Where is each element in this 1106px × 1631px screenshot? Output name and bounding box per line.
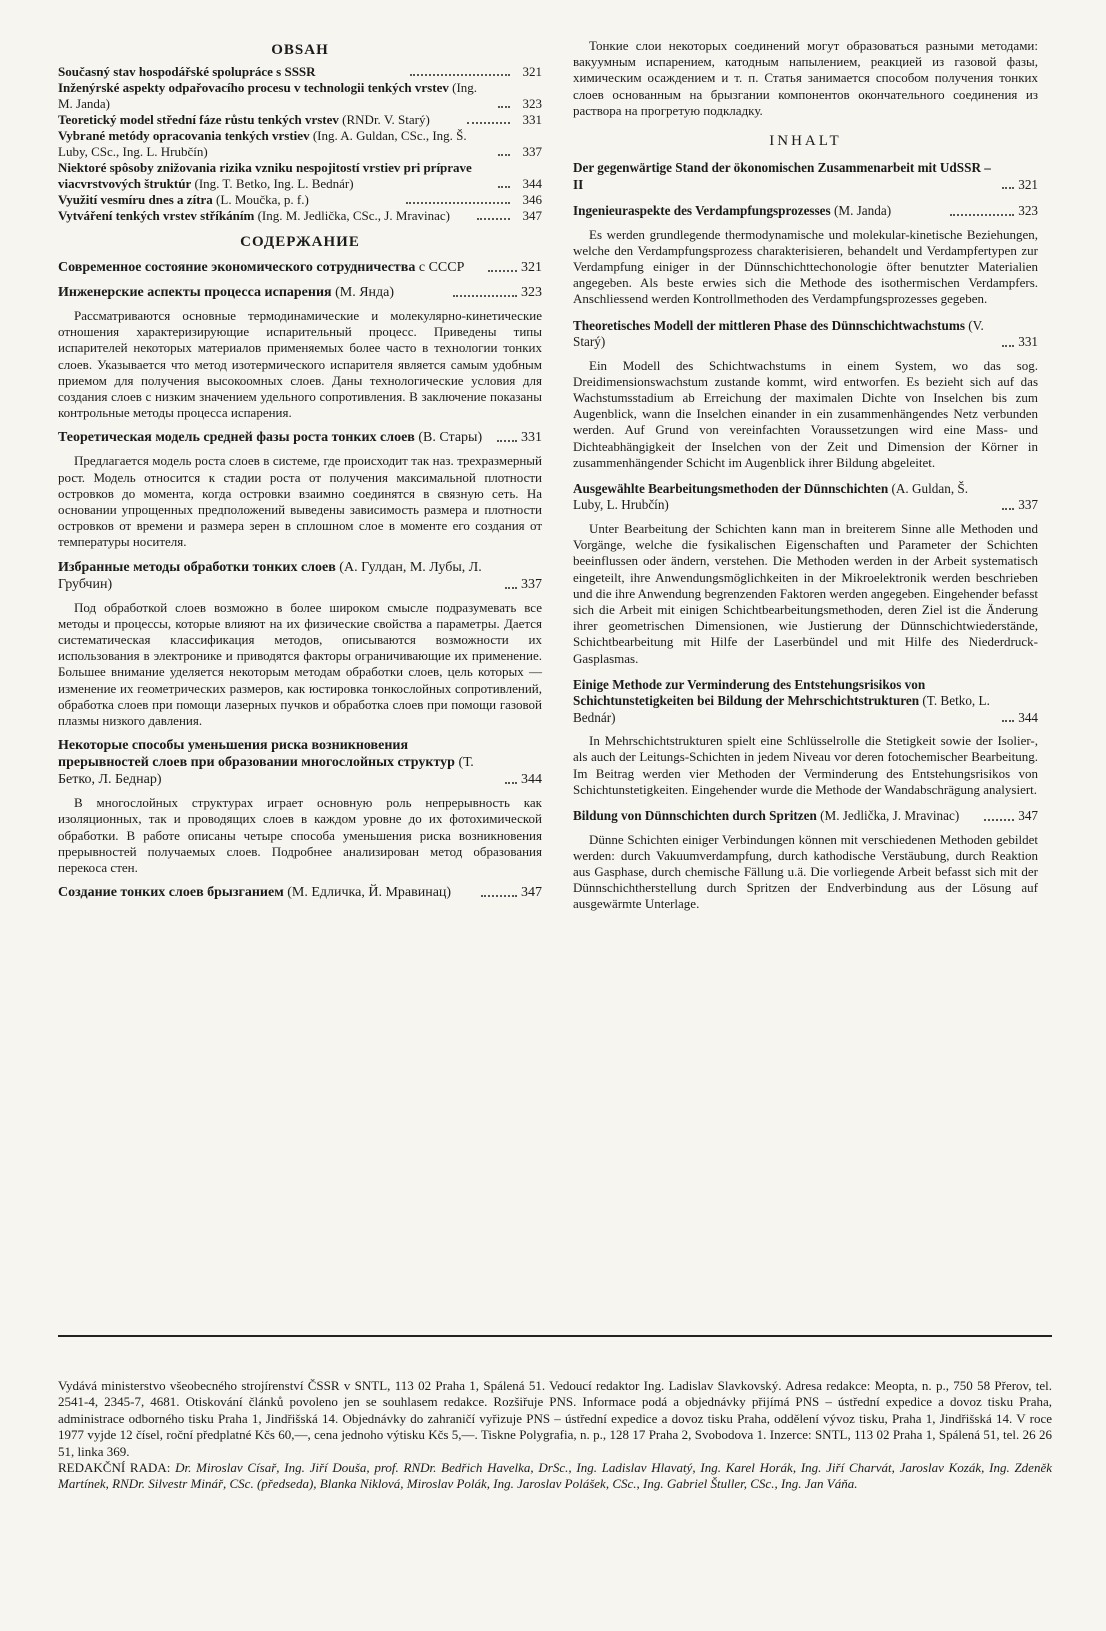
page-number: 347 [522, 208, 543, 223]
inhalt-title: INHALT [769, 133, 842, 150]
dot-leader [1002, 187, 1014, 189]
dot-leader [505, 782, 517, 784]
dot-leader [950, 214, 1015, 216]
dot-leader [498, 186, 510, 188]
de-entry-heading[interactable]: Ingenieuraspekte des Verdampfungsprozesses (M. Janda) 323 [573, 203, 1039, 219]
ru-entry [58, 884, 542, 901]
ru-entry-heading[interactable]: Инженерские аспекты процесса испарения (М. Янда) 323 [58, 285, 543, 300]
dot-leader [498, 106, 510, 108]
de-entry-heading[interactable]: Einige Methode zur Verminderung des Entstehungsrisikos von Schichtunstetigkeiten bei Bildung der Mehrschichtstrukturen (T. Betko, L. Bednár) 344 [573, 676, 1038, 725]
de-entry [573, 203, 1038, 308]
page-number: 321 [521, 260, 542, 275]
dot-leader [1002, 720, 1014, 722]
obsah-entry[interactable]: Teoretický model střední fáze růstu tenkých vrstev (RNDr. V. Starý) 331 [58, 112, 542, 127]
soderzhanie-title: СОДЕРЖАНИЕ [240, 234, 360, 250]
page-number: 323 [521, 285, 543, 300]
ru-entry-heading[interactable]: Некоторые способы уменьшения риска возникновения прерывностей слоев при образовании многослойных структур (Т. Бетко, Л. Беднар) 344 [58, 738, 542, 788]
dot-leader [1002, 345, 1014, 347]
page-number: 344 [521, 772, 542, 788]
dot-leader [410, 74, 510, 76]
de-entry [573, 160, 1038, 193]
obsah-entry[interactable]: Současný stav hospodářské spolupráce s SSSR 321 [58, 64, 543, 79]
ru-abstract-continued: Тонкие слои некоторых соединений могут образоваться разными методами: вакуумным испарением, катодным напылением, реакцией из газовой фазы, химическим осаждением и т. п. Статья занимается способом получения тонких слоев основанным на брызгании компонентов окончательного соединения из раствора на прогретую подкладку. [573, 38, 1038, 118]
obsah-entry[interactable]: Využití vesmíru dnes a zítra (L. Moučka, p. f.) 346 [58, 192, 543, 207]
ru-entry [58, 259, 542, 276]
obsah-list [58, 64, 542, 224]
page-number: 323 [1018, 203, 1039, 219]
de-abstract: Unter Bearbeitung der Schichten kann man in breiterem Sinne alle Methoden und Vorgänge, welche die fysikalischen Eigenschaften und Parameter der Schichten beeinflussen oder ändern, verstehen. Die Methoden werden in der Arbeit systematisch eingeteilt, ihre Anwendungsmöglichkeiten in der Mikroelektronik werden beschrieben und die ihre Anwendung begrenzenden Faktoren werden angegeben. Eingehender befasst sich die Arbeit mit einigen Schichtbearbeitungsmethoden, deren Ziel ist die Änderung ihrer geometrischen Dimensionen, wie Justierung der Dünnschichtwiederstände, Schichtbearbeitung mit Hilfe der Laserbündel und mit Hilfe des Niederdruck-Gasplasmas. [573, 520, 1038, 666]
ru-abstract: Рассматриваются основные термодинамические и молекулярно-кинетические отношения характеризирующие испарительный процесс. Приведены типы испарителей некоторых материалов применяемых более часто в технологии тонких слоев. Указывается что метод изотермического испарителя является самым удобным приемом для получения высокоомных слоев. Даны технологические условия для создания слоев с низким значением удельного сопротивления. В заключение показаны контрольные методы процесса испарения. [58, 308, 542, 421]
footer-divider [58, 1335, 1052, 1337]
ru-entry-heading[interactable]: Современное состояние экономического сотрудничества с СССР 321 [58, 260, 542, 275]
ru-abstract: В многослойных структурах играет основную роль непрерывность как изоляционных, так и проводящих слоев в каждом уровне до их фотохимической обработки. В работе описаны четыре способа уменьшения риска возникновения прерывностей получаемых слоев. Подробнее анализирован метод образования перекоса стен. [58, 795, 542, 876]
dot-leader [477, 218, 510, 220]
page-number: 321 [522, 64, 543, 79]
right-column [573, 38, 1038, 919]
de-entry [573, 481, 1038, 667]
ru-entry-heading[interactable]: Создание тонких слоев брызганием (М. Едличка, Й. Мравинац) 347 [58, 885, 543, 901]
dot-leader [498, 154, 510, 156]
de-entry [573, 677, 1038, 798]
imprint [58, 1378, 1052, 1493]
ru-entry-heading[interactable]: Избранные методы обработки тонких слоев (А. Гулдан, М. Лубы, Л. Грубчин) 337 [58, 559, 542, 592]
de-entry [573, 808, 1038, 913]
de-abstract: Dünne Schichten einiger Verbindungen können mit verschiedenen Methoden gebildet werden: durch Vakuumverdampfung, durch kathodische Verstäubung, durch Reaktion aus Gasphase, durch chemische Fällung u.ä. Die vorliegende Arbeit befasst sich mit der Dünnschichtherstellung durch Spritzen der Endverbindung aus der Lösung auf ausgewärmte Unterlage. [573, 831, 1038, 912]
dot-leader [488, 270, 517, 272]
ru-entry [58, 737, 542, 876]
de-entry [573, 318, 1038, 471]
page-number: 346 [522, 192, 543, 207]
page-number: 337 [522, 144, 542, 159]
de-abstract: In Mehrschichtstrukturen spielt eine Schlüsselrolle die Stetigkeit sowie der Isolier-, als auch der Leitungs-Schichten in jedem Niveau vor deren fotochemischer Bearbeitung. Im Beitrag werden vier Methoden der Verminderung des Entstehungsrisikos von Schichtunstetigkeiten. Eingehender wurde die Methode der Wandabschrägung analysiert. [573, 733, 1038, 797]
ru-entry [58, 559, 542, 730]
obsah-entry[interactable]: Vybrané metódy opracovania tenkých vrstiev (Ing. A. Guldan, CSc., Ing. Š. Luby, CSc., Ing. L. Hrubčín) 337 [58, 128, 542, 159]
obsah-entry[interactable]: Vytváření tenkých vrstev stříkáním (Ing. M. Jedlička, CSc., J. Mravinac) 347 [58, 208, 543, 223]
page-number: 344 [522, 176, 542, 191]
page-number: 323 [522, 96, 542, 111]
de-abstract: Es werden grundlegende thermodynamische und molekular-kinetische Beziehungen, welche den Verdampfungsprozess charakterisieren, behandelt und Verdampfertypen zur Verdampfung einiger in der Dünnschichttechonologie öfter benutzter Materialien angegeben. Als beste erwies sich die Methode des isothermischen Verdampfers. Anschliessend werden Kontrollmethoden des Verdampfungsprozesses gegeben. [573, 226, 1038, 307]
publisher-info: Vydává ministerstvo všeobecného strojírenství ČSSR v SNTL, 113 02 Praha 1, Spálená 51. Vedoucí redaktor Ing. Ladislav Slavkovský. Adresa redakce: Meopta, n. p., 750 58 Přerov, tel. 2541-4, 2345-7, 4681. Otiskování článků povoleno jen se souhlasem redakce. Rozšiřuje PNS. Informace podá a objednávky přijímá PNS – ústřední expedice a dovoz tisku Praha, administrace odborného tisku Praha 1, Jindřišská 14. Objednávky do zahraničí vyřizuje PNS – ústřední expedice a dovoz tisku Praha, oddělení vývoz tisku, Praha 1, Jindřišská 14. V roce 1977 vyjde 12 čísel, roční předplatné Kčs 60,—, cena jednoho výtisku Kčs 5,—. Tiskne Polygrafia, n. p., 128 17 Praha 2, Svobodova 1. Inzerce: SNTL, 113 02 Praha 1, Spálená 51, tel. 26 26 51, linka 369. [58, 1378, 1052, 1459]
page-number: 321 [1018, 176, 1038, 192]
page-number: 331 [521, 430, 543, 446]
dot-leader [505, 587, 517, 589]
de-entry-heading[interactable]: Der gegenwärtige Stand der ökonomischen Zusammenarbeit mit UdSSR – II 321 [573, 160, 1038, 192]
dot-leader [1002, 508, 1014, 510]
ru-abstract: Предлагается модель роста слоев в системе, где происходит так наз. трехразмерный рост. Модель относится к стадии роста от получения максимальной плотности островков до момента, когда островки взаимно соединятся в связную сеть. На основании упрощенных предположений выведены зависимость размера и плотности островков от времени и размера зерен в сплошном слое в моменте его создания от температуры носителя. [58, 453, 542, 550]
page-number: 337 [1018, 497, 1038, 513]
dot-leader [984, 819, 1014, 821]
page-number: 331 [1018, 334, 1038, 350]
de-entry-heading[interactable]: Bildung von Dünnschichten durch Spritzen (M. Jedlička, J. Mravinac) 347 [573, 808, 1039, 824]
dot-leader [467, 122, 510, 124]
dot-leader [406, 202, 510, 204]
de-abstract: Ein Modell des Schichtwachstums in einem System, wo das sog. Dreidimensionswachstum zustande kommt, wird entworfen. Es bezieht sich auf das Wachstumsstadium ab Erreichung der maximalen Dichte von Inselchen bis zum Augenblick, wann die Inselchen einander in ein zusammenhängendes Netz verbunden werden. Auf Grund von vereinfachten Voraussetzungen wird eine Mass- und Dichteabhängigkeit der Inselchen von der Zeit und Dimension der Körner in zusammenhängender Schicht im Augenblick ihrer Bildung abgeleitet. [573, 357, 1038, 470]
editorial-board: Dr. Miroslav Císař, Ing. Jiří Douša, prof. RNDr. Bedřich Havelka, DrSc., Ing. Ladislav Hlavatý, Ing. Karel Horák, Ing. Jiří Charvát, Jaroslav Kozák, Ing. Zdeněk Martínek, RNDr. Silvestr Minář, CSc. (předseda), Blanka Niklová, Miroslav Polák, Ing. Jaroslav Polášek, CSc., Ing. Gabriel Štuller, CSc., Ing. Jan Váňa. [58, 1460, 1052, 1492]
obsah-entry[interactable]: Niektoré spôsoby znižovania rizika vzniku nespojitostí vrstiev pri príprave viacvrstvových štruktúr (Ing. T. Betko, Ing. L. Bednár) 344 [58, 160, 542, 191]
editorial-board-label: REDAKČNÍ RADA: [58, 1460, 171, 1476]
dot-leader [497, 440, 517, 442]
dot-leader [453, 295, 517, 297]
page-number: 344 [1018, 709, 1038, 725]
obsah-entry[interactable]: Inženýrské aspekty odpařovacího procesu v technologii tenkých vrstev (Ing. M. Janda) 323 [58, 80, 542, 111]
page-number: 347 [521, 885, 543, 901]
page-number: 331 [522, 112, 542, 127]
dot-leader [481, 895, 517, 897]
ru-entry-heading[interactable]: Теоретическая модель средней фазы роста тонких слоев (В. Стары) 331 [58, 430, 543, 446]
ru-entry [58, 284, 542, 421]
left-column [58, 38, 542, 901]
de-entry-heading[interactable]: Theoretisches Modell der mittleren Phase des Dünnschichtwachstums (V. Starý) 331 [573, 317, 1038, 350]
ru-abstract: Под обработкой слоев возможно в более широком смысле подразумевать все методы и процессы, которые влияют на их физические свойства а параметры. Дается систематическая классификация методов, описываются возможности их использования в электронике и приводятся факторы ограничивающие их применение. Большее внимание уделяется некоторым методам обработки слоев, цель которых — изменение их геометрических размеров, как юстировка тонкослойных сопротивлений, обработка слоев при помощи лазерных пучков и обработка слоев при помощи газовой плазмы низкого давления. [58, 599, 542, 729]
ru-entry [58, 429, 542, 550]
obsah-title: OBSAH [271, 42, 329, 58]
page-number: 347 [1018, 808, 1039, 824]
de-entry-heading[interactable]: Ausgewählte Bearbeitungsmethoden der Dünnschichten (A. Guldan, Š. Luby, L. Hrubčín) 337 [573, 480, 1038, 513]
page-number: 337 [521, 576, 542, 592]
